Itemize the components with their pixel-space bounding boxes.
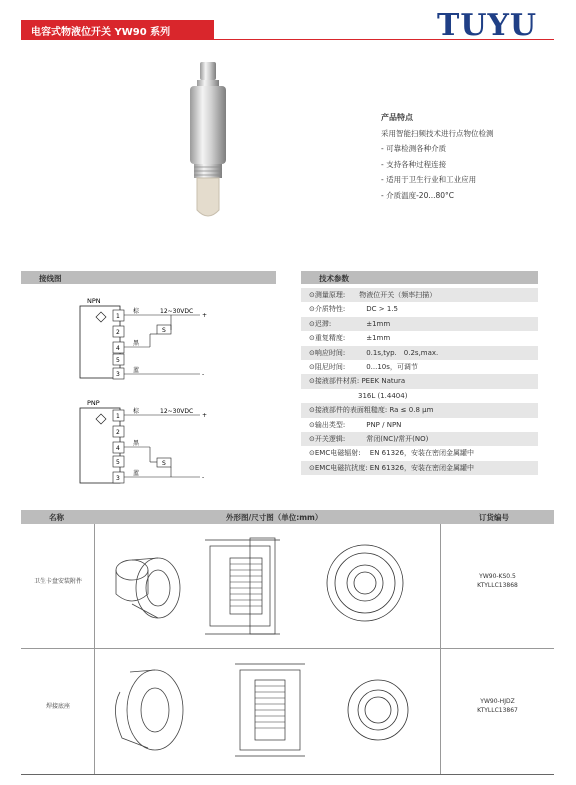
npn-label: NPN [87,297,101,305]
svg-text:-: - [202,371,205,378]
product-photo [170,60,250,225]
svg-text:棕: 棕 [133,408,140,415]
param-row: ⊙重复精度: ±1mm [309,334,391,343]
divider [440,524,441,774]
svg-text:棕: 棕 [133,308,140,315]
svg-text:5: 5 [116,459,120,466]
product-features [381,110,494,203]
svg-text:蓝: 蓝 [133,470,140,477]
params-table [301,288,538,475]
svg-text:2: 2 [116,429,120,436]
param-row: ⊙接液部件材质: PEEK Natura [301,374,538,388]
svg-text:5: 5 [116,357,120,364]
wiring-heading: 接线图 [21,271,276,284]
param-row: 316L (1.4404) [309,391,408,400]
features-heading: 产品特点 [381,113,413,122]
param-row: ⊙接液部件的表面粗糙度: Ra ≤ 0.8 μm [301,403,538,417]
param-row: ⊙测量原理: 物液位开关（频率扫描） [301,288,538,302]
feature-item: - 支持各种过程连接 [381,159,447,169]
params-heading: 技术参数 [301,271,538,284]
page-title: 电容式物液位开关 YW90 系列 [21,20,214,39]
svg-text:蓝: 蓝 [133,367,140,374]
divider [21,774,554,775]
svg-text:4: 4 [116,345,120,352]
svg-text:3: 3 [116,371,120,378]
param-row: ⊙开关逻辑: 常闭(NC)/常开(NO) [301,432,538,446]
accessory-table-header [21,510,554,524]
param-row: ⊙迟滞: ±1mm [301,317,538,331]
param-row: ⊙介质特性: DC > 1.5 [309,305,398,314]
feature-item: - 介质温度-20...80°C [381,190,455,200]
divider [94,524,95,774]
param-row: ⊙EMC电磁辐射: EN 61326，安装在密闭金属罐中 [309,449,474,458]
svg-text:S: S [162,460,166,467]
row2-name: 焊接底座 [45,703,70,710]
weld-socket-drawing [100,652,435,772]
divider [21,648,554,649]
row1-name: 卫生卡盘安装附件 [33,578,82,585]
col-name-header: 名称 [49,513,64,522]
svg-text:黑: 黑 [133,340,140,347]
clamp-adapter-drawing [100,528,435,643]
svg-text:1: 1 [116,413,120,420]
row2-code: YW90-HJDZ KTYLLC13867 [477,698,518,714]
svg-text:4: 4 [116,445,120,452]
row1-code: YW90-KS0.5 KTYLLC13868 [477,573,518,589]
svg-text:2: 2 [116,329,120,336]
param-row: ⊙响应时间: 0.1s,typ. 0.2s,max. [301,346,538,360]
svg-text:12~30VDC: 12~30VDC [160,308,194,315]
param-row: ⊙阻尼时间: 0...10s，可调节 [309,362,418,371]
svg-text:黑: 黑 [133,440,140,447]
feature-item: - 适用于卫生行业和工业应用 [381,175,477,184]
param-row: ⊙输出类型: PNP / NPN [309,420,402,429]
wiring-diagram [60,290,280,495]
svg-text:+: + [202,312,208,319]
svg-text:3: 3 [116,475,120,482]
brand-logo: TUYU [437,8,538,43]
param-row: ⊙EMC电磁抗扰度: EN 61326，安装在密闭金属罐中 [301,461,538,475]
pnp-label: PNP [87,399,100,407]
col-drawing-header: 外形图/尺寸图（单位:mm） [226,513,323,522]
svg-text:-: - [202,474,205,481]
col-code-header: 订货编号 [479,513,509,522]
svg-text:+: + [202,412,208,419]
feature-item: 采用智能扫频技术进行点物位检测 [381,128,494,138]
svg-text:1: 1 [116,313,120,320]
svg-text:12~30VDC: 12~30VDC [160,408,194,415]
svg-text:S: S [162,327,166,334]
feature-item: - 可靠检测各种介质 [381,144,447,153]
